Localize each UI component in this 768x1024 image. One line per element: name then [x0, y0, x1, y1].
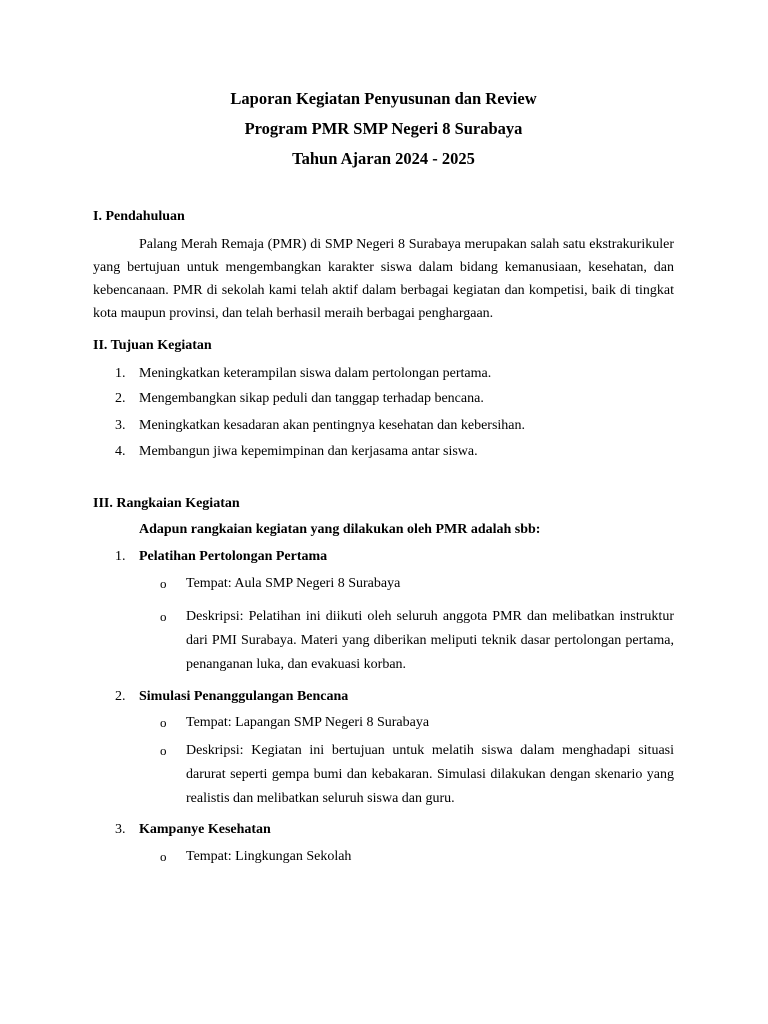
goal-item — [115, 441, 675, 463]
goal-text: Meningkatkan kesadaran akan pentingnya kesehatan dan kebersihan. — [139, 418, 526, 433]
bullet-icon: o — [160, 743, 167, 758]
activity-description-text: Deskripsi: Pelatihan ini diikuti oleh seluruh anggota PMR dan melibatkan instruktur dari PMI Surabaya. Materi yang diberikan meliputi teknik dasar pertolongan pertama, penanganan luka, dan evakuasi korban. — [186, 609, 674, 672]
bullet-icon: o — [160, 609, 167, 624]
goal-text: Membangun jiwa kepemimpinan dan kerjasama antar siswa. — [139, 444, 478, 459]
bullet-icon: o — [160, 849, 167, 864]
goal-number: 4. — [115, 444, 126, 459]
goal-text: Mengembangkan sikap peduli dan tanggap terhadap bencana. — [139, 391, 484, 406]
activity-place — [160, 572, 674, 596]
activity-title: Pelatihan Pertolongan Pertama — [139, 549, 328, 564]
goal-item — [115, 415, 675, 437]
activity-place — [160, 845, 674, 869]
activity-number: 1. — [115, 549, 126, 564]
activity-description — [160, 605, 674, 677]
goal-number: 3. — [115, 418, 126, 433]
goal-number: 1. — [115, 366, 126, 381]
activity-place-text: Tempat: Aula SMP Negeri 8 Surabaya — [186, 576, 401, 591]
section-heading-intro: I. Pendahuluan — [93, 209, 185, 224]
goal-text: Meningkatkan keterampilan siswa dalam pertolongan pertama. — [139, 366, 492, 381]
goal-item — [115, 388, 675, 410]
activity-item — [115, 819, 675, 841]
bullet-icon: o — [160, 576, 167, 591]
title-line-3: Tahun Ajaran 2024 - 2025 — [292, 149, 475, 168]
title-line-1: Laporan Kegiatan Penyusunan dan Review — [230, 89, 537, 108]
bullet-icon: o — [160, 715, 167, 730]
activity-description-text: Deskripsi: Kegiatan ini bertujuan untuk melatih siswa dalam menghadapi situasi darurat seperti gempa bumi dan kebakaran. Simulasi dilakukan dengan skenario yang realistis dan melibatkan seluruh siswa dan guru. — [186, 743, 674, 806]
goal-item — [115, 363, 675, 385]
title-line-2: Program PMR SMP Negeri 8 Surabaya — [244, 119, 523, 138]
activity-number: 3. — [115, 822, 126, 837]
intro-paragraph — [93, 233, 674, 325]
document-title — [93, 84, 674, 174]
activity-item — [115, 546, 675, 568]
intro-body: Palang Merah Remaja (PMR) di SMP Negeri 8 Surabaya merupakan salah satu ekstrakurikuler yang bertujuan untuk mengembangkan karakter siswa dalam bidang kemanusiaan, kesehatan, dan kebencanaan. PMR di sekolah kami telah aktif dalam berbagai kegiatan dan kompetisi, baik di tingkat kota maupun provinsi, dan telah berhasil meraih berbagai penghargaan. — [93, 237, 674, 321]
activity-description — [160, 739, 674, 811]
section-heading-goals: II. Tujuan Kegiatan — [93, 338, 212, 353]
activity-number: 2. — [115, 689, 126, 704]
activities-intro: Adapun rangkaian kegiatan yang dilakukan oleh PMR adalah sbb: — [139, 522, 541, 537]
section-heading-activities: III. Rangkaian Kegiatan — [93, 496, 240, 511]
activity-place-text: Tempat: Lapangan SMP Negeri 8 Surabaya — [186, 715, 430, 730]
activity-place-text: Tempat: Lingkungan Sekolah — [186, 849, 352, 864]
activity-item — [115, 686, 675, 708]
goal-number: 2. — [115, 391, 126, 406]
activity-title: Simulasi Penanggulangan Bencana — [139, 689, 349, 704]
activity-title: Kampanye Kesehatan — [139, 822, 271, 837]
activity-place — [160, 711, 674, 735]
